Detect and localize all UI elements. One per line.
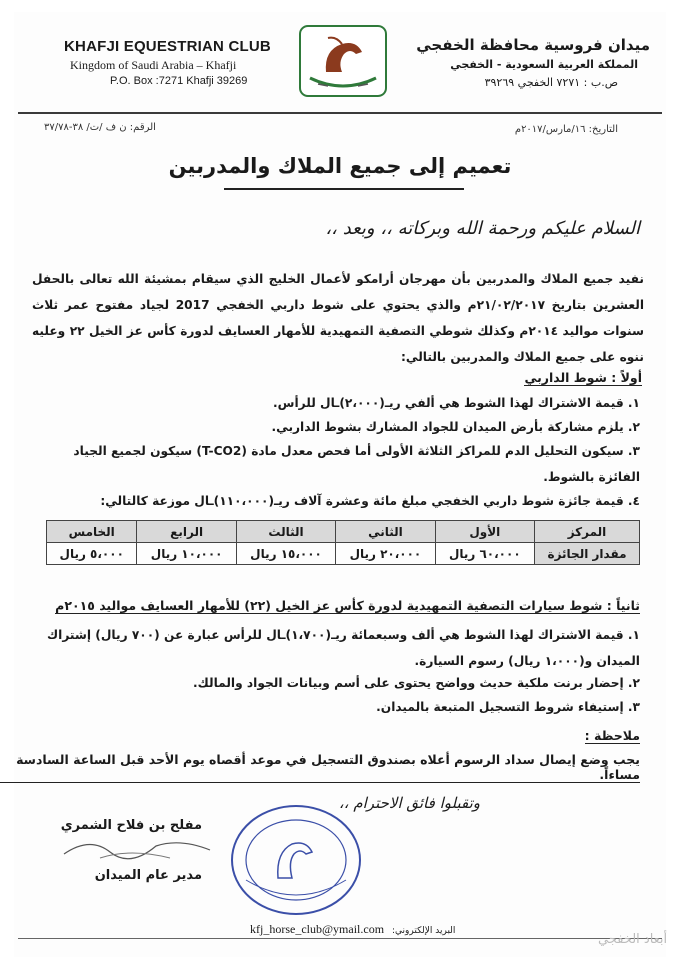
title-underline [224, 188, 464, 190]
section2-item: ٢. إحضار برنت ملكية حديث وواضح يحتوى على أسم وبيانات الجواد والمالك. [193, 676, 640, 690]
header-divider [18, 112, 662, 114]
note-label: ملاحظة : [584, 728, 640, 743]
prize-table-row-header: المركز [535, 521, 640, 543]
prize-amount: ٦٠،٠٠٠ ريال [435, 543, 534, 565]
prize-amount: ١٥،٠٠٠ ريال [236, 543, 335, 565]
header-ar-subtitle: المملكة العربية السعودية - الخفجي [450, 58, 638, 71]
prize-position: الثاني [336, 521, 435, 543]
signatory-title: مدير عام الميدان [94, 868, 202, 883]
header-ar-pobox: ص.ب : ٧٢٧١ الخفجي ٣٩٢٦٩ [484, 76, 618, 89]
section1-title: أولاً : شوط الداربي [524, 370, 642, 385]
section1-item: ١. قيمة الاشتراك لهذا الشوط هي ألفي ريـ(٢،٠٠٠)ـال للرأس. [273, 396, 640, 410]
section2-item: ١. قيمة الاشتراك لهذا الشوط هي ألف وسبعمائة ريـ(١،٧٠٠)ـال للرأس عبارة عن (٧٠٠ ريال) إشتراك الميدان و(١،٠٠٠ ريال) رسوم السيارة. [46, 628, 640, 668]
prize-position: الثالث [236, 521, 335, 543]
prize-position: الرابع [137, 521, 236, 543]
prize-position: الأول [435, 521, 534, 543]
letter-date: التاريخ: ١٦/مارس/٢٠١٧م [514, 124, 618, 135]
prize-position: الخامس [47, 521, 137, 543]
signatory-name: مفلح بن فلاح الشمري [60, 818, 202, 833]
prize-table-row-label: مقدار الجائزة [535, 543, 640, 565]
footer-email: kfj_horse_club@ymail.com [250, 922, 385, 936]
prize-table [46, 520, 640, 565]
prize-amount: ٥،٠٠٠ ريال [47, 543, 137, 565]
greeting: السلام عليكم ورحمة الله وبركاته ،، وبعد ،، [325, 218, 640, 239]
note-text: يجب وضع إيصال سداد الرسوم أعلاه بصندوق التسجيل في موعد أقصاه يوم الأحد قبل الساعة السادسة مساءاً. [0, 752, 640, 783]
section1-item: ٣. سيكون التحليل الدم للمراكز الثلاثة الأولى أما فحص معدل مادة (T-CO2) سيكون لجميع الجياد الفائزة بالشوط. [73, 444, 640, 484]
header-en-subtitle: Kingdom of Saudi Arabia – Khafji [70, 58, 237, 72]
reference-number: الرقم: ن ف /ت/ ٣٨-٣٧/٧٨ [44, 122, 156, 133]
section1-item: ٢. يلزم مشاركة بأرض الميدان للجواد المشارك بشوط الداربي. [271, 420, 640, 434]
prize-amount: ٢٠،٠٠٠ ريال [336, 543, 435, 565]
footer-divider [18, 938, 662, 939]
watermark: أبعاد الخفجي [598, 932, 668, 947]
header-ar-title: ميدان فروسية محافظة الخفجي [416, 36, 650, 54]
closing-line: وتقبلوا فائق الاحترام ،، [338, 794, 480, 812]
header-en-title: KHAFJI EQUESTRIAN CLUB [64, 38, 271, 55]
official-stamp [226, 800, 366, 920]
prize-table-amount-row [47, 543, 640, 565]
intro-paragraph: نفيد جميع الملاك والمدربين بأن مهرجان أرامكو لأعمال الخليج الذي سيقام بمشيئة الله تعالى بالحفل العشرين بتاريخ ٢١/٠٢/٢٠١٧م والذي يحتوي على شوط داربي الخفجي 2017 لجياد مفتوح عمر ثلاث سنوات مواليد ٢٠١٤م وكذلك شوطي التصفية التمهيدية للأمهار العسايف لدورة كأس عز الخيل ٢٢ وعليه ننوه على جميع الملاك والمدربين بالتالي: [32, 272, 645, 364]
section1-item: ٤. قيمة جائزة شوط داربي الخفجي مبلغ مائة وعشرة آلاف ريـ(١١٠،٠٠٠)ـال موزعة كالتالي: [100, 494, 640, 508]
letter-title: تعميم إلى جميع الملاك والمدربين [168, 154, 512, 178]
prize-table-header-row [47, 521, 640, 543]
header-en-pobox: P.O. Box :7271 Khafji 39269 [110, 75, 248, 87]
prize-amount: ١٠،٠٠٠ ريال [137, 543, 236, 565]
section2-title: ثانياً : شوط سيارات التصفية التمهيدية لدورة كأس عز الخيل (٢٢) للأمهار العسايف مواليد ٢٠١٥م [55, 598, 640, 613]
footer-email-label: البريد الإلكتروني: [392, 926, 456, 936]
club-logo [298, 24, 388, 98]
handwritten-signature [60, 828, 220, 868]
section2-item: ٣. إستيفاء شروط التسجيل المتبعة بالميدان. [376, 700, 640, 714]
